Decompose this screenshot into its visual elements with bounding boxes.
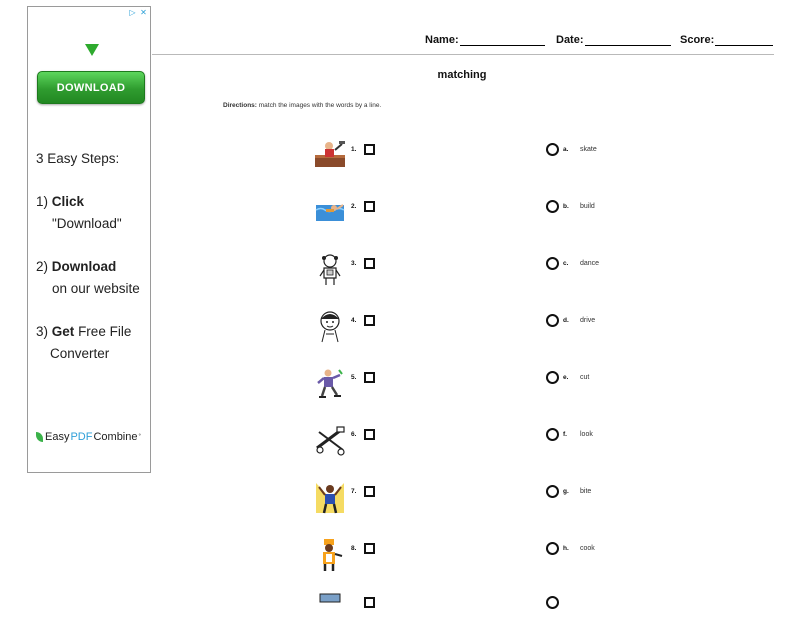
- match-row-1: [0, 143, 800, 183]
- match-row-9: [0, 596, 800, 636]
- match-row-2: [0, 200, 800, 240]
- ad-step-1-action: Click: [51, 194, 85, 209]
- item-number: 7.: [351, 488, 357, 495]
- match-word: skate: [580, 146, 597, 153]
- match-circle[interactable]: [546, 485, 559, 498]
- match-row-7: [0, 485, 800, 525]
- match-row-6: [0, 428, 800, 468]
- name-label: Name:: [425, 34, 459, 46]
- ad-step-2-action: Download: [51, 259, 117, 274]
- word-letter: c.: [563, 260, 569, 267]
- item-number: 2.: [351, 203, 357, 210]
- ad-controls: [128, 8, 148, 17]
- name-field: [425, 34, 545, 46]
- ad-download-button[interactable]: DOWNLOAD: [37, 71, 145, 104]
- word-letter: e.: [563, 374, 569, 381]
- ad-steps-title: 3 Easy Steps:: [36, 151, 120, 166]
- boy-face-picture: [313, 310, 347, 344]
- match-word: build: [580, 203, 595, 210]
- worksheet-header: [420, 34, 780, 50]
- match-word: look: [580, 431, 593, 438]
- match-row-3: [0, 257, 800, 297]
- ad-step-2-detail: on our website: [52, 281, 140, 296]
- ad-step-3-action: Get: [51, 324, 75, 339]
- answer-box[interactable]: [364, 144, 375, 155]
- girl-picture: [313, 253, 347, 287]
- ad-step-3-detail-a: Free File: [78, 324, 132, 339]
- answer-box[interactable]: [364, 429, 375, 440]
- match-circle[interactable]: [546, 257, 559, 270]
- hammering-picture: [313, 139, 347, 173]
- match-word: cut: [580, 374, 590, 381]
- directions-text: match the images with the words by a line.: [256, 102, 382, 109]
- answer-box[interactable]: [364, 597, 375, 608]
- logo-part-easy: Easy: [45, 431, 70, 443]
- car-picture: [313, 592, 347, 626]
- match-circle[interactable]: [546, 428, 559, 441]
- word-letter: b.: [563, 203, 569, 210]
- match-word: drive: [580, 317, 596, 324]
- item-number: 1.: [351, 146, 357, 153]
- ad-step-2-number: 2): [36, 259, 49, 274]
- name-line: [460, 35, 545, 46]
- word-letter: f.: [563, 431, 567, 438]
- tools-picture: [313, 424, 347, 458]
- skater-picture: [313, 367, 347, 401]
- match-circle[interactable]: [546, 596, 559, 609]
- word-letter: d.: [563, 317, 569, 324]
- score-line: [715, 35, 773, 46]
- answer-box[interactable]: [364, 543, 375, 554]
- answer-box[interactable]: [364, 258, 375, 269]
- answer-box[interactable]: [364, 315, 375, 326]
- match-circle[interactable]: [546, 542, 559, 555]
- directions-label: Directions:: [223, 102, 257, 109]
- date-field: [556, 34, 671, 46]
- close-icon[interactable]: ✕: [140, 8, 147, 17]
- logo-part-pdf: PDF: [70, 431, 93, 443]
- ad-step-1-detail: "Download": [52, 216, 122, 231]
- answer-box[interactable]: [364, 486, 375, 497]
- match-row-4: [0, 314, 800, 354]
- match-row-8: [0, 542, 800, 582]
- match-word: dance: [580, 260, 600, 267]
- ad-step-1-number: 1): [36, 194, 49, 209]
- cook-picture: [313, 538, 347, 572]
- item-number: 4.: [351, 317, 357, 324]
- answer-box[interactable]: [364, 201, 375, 212]
- match-circle[interactable]: [546, 371, 559, 384]
- match-circle[interactable]: [546, 200, 559, 213]
- match-row-5: [0, 371, 800, 411]
- match-word: bite: [580, 488, 592, 495]
- worksheet-title: matching: [437, 69, 487, 81]
- date-line: [585, 35, 671, 46]
- item-number: 8.: [351, 545, 357, 552]
- directions: [223, 102, 381, 109]
- ad-step-3-number: 3): [36, 324, 49, 339]
- adchoices-icon[interactable]: ▷: [129, 8, 136, 17]
- match-word: cook: [580, 545, 595, 552]
- word-letter: g.: [563, 488, 569, 495]
- item-number: 5.: [351, 374, 357, 381]
- logo-mark: °: [138, 434, 141, 440]
- arrow-down-icon: [85, 44, 99, 56]
- swimming-picture: [313, 196, 347, 230]
- word-letter: h.: [563, 545, 569, 552]
- score-label: Score:: [680, 34, 715, 46]
- date-label: Date:: [556, 34, 584, 46]
- word-letter: a.: [563, 146, 569, 153]
- match-circle[interactable]: [546, 314, 559, 327]
- score-field: [680, 34, 773, 46]
- ad-step-3-detail-b: Converter: [50, 346, 110, 361]
- item-number: 3.: [351, 260, 357, 267]
- dancer-picture: [313, 481, 347, 515]
- answer-box[interactable]: [364, 372, 375, 383]
- logo-part-combine: Combine: [93, 431, 138, 443]
- match-circle[interactable]: [546, 143, 559, 156]
- header-divider: [152, 54, 774, 55]
- item-number: 6.: [351, 431, 357, 438]
